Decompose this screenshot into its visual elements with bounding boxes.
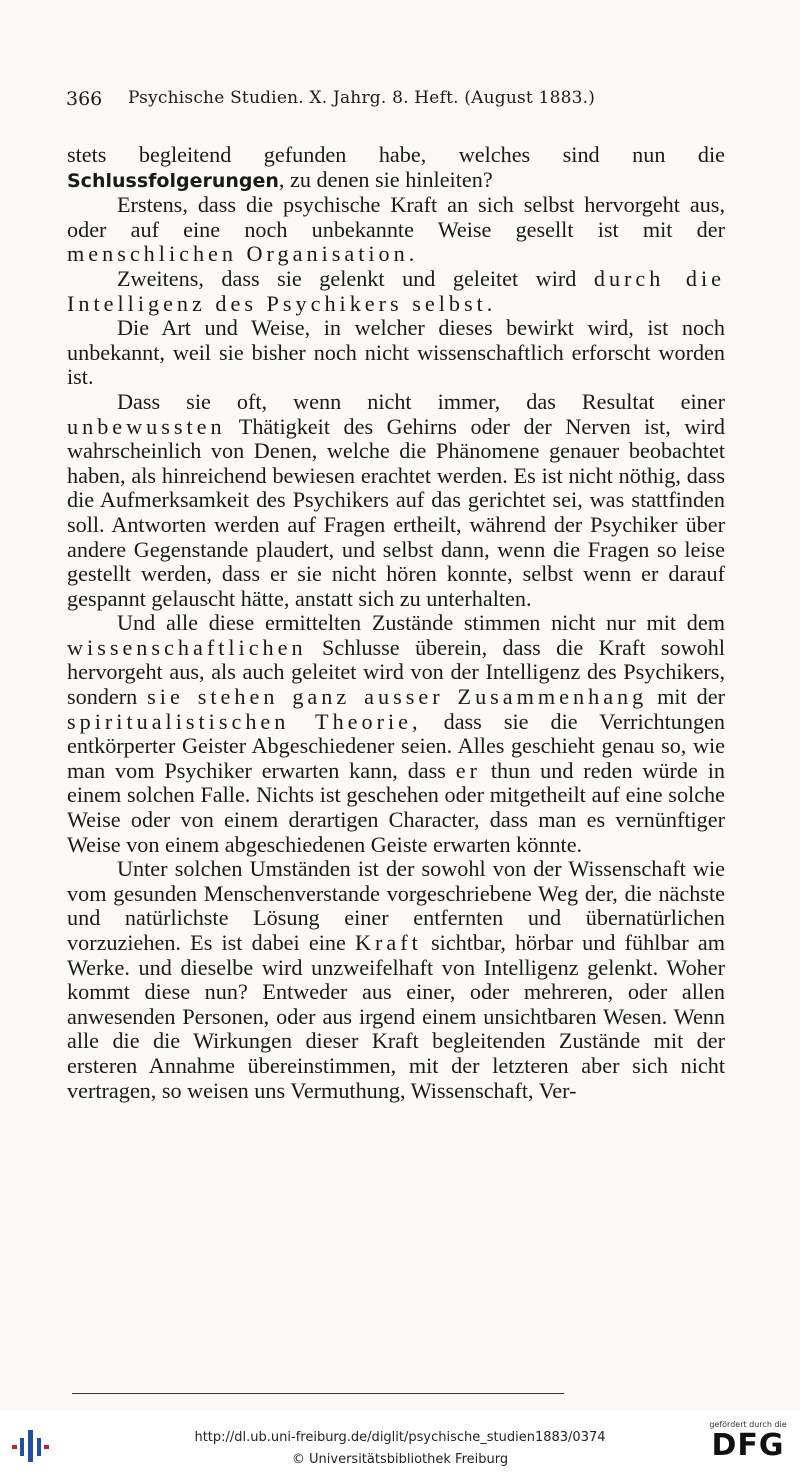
text-run: stets begleitend gefunden habe, welches sind nun die [67, 142, 725, 167]
spaced-emphasis: unbewussten [67, 413, 226, 439]
text-run: sichtbar, hörbar und fühlbar am Werke. und dieselbe wird unzweifelhaft von Intelligenz gelenkt. Woher kommt diese nun? Entweder aus einer, oder mehreren, oder allen anwesenden Personen, oder aus irgend einem unsichtbaren Wesen. Wenn alle die die Wirkungen dieser Kraft begleitenden Zustände mit der ersteren Annahme übereinstimmen, mit der letzteren aber sich nicht vertragen, so weisen uns Vermuthung, Wissenschaft, Ver- [67, 930, 725, 1103]
paragraph [67, 611, 725, 857]
spaced-emphasis: durch die Intelligenz des Psychikers selbst. [67, 265, 725, 316]
paragraph [67, 390, 725, 611]
paragraph [67, 193, 725, 267]
paragraph: Die Art und Weise, in welcher dieses bewirkt wird, ist noch unbekannt, weil sie bisher noch nicht wissenschaftlich erforscht worden ist. [67, 315, 725, 390]
spaced-emphasis: wissenschaftlichen [67, 634, 307, 660]
text-run: Unter solchen Umständen ist der sowohl von der Wissenschaft wie vom gesunden Menschenverstande vorgeschriebene Weg der, die nächste und natürlichste Lösung einer entfernten und übernatürlichen vorzuziehen. Es ist dabei eine [67, 856, 725, 955]
spaced-emphasis: menschlichen Organisation. [67, 241, 419, 267]
paragraph [67, 143, 725, 193]
bold-term: Schlussfolgerungen [67, 169, 279, 192]
text-run: Und alle diese ermittelten Zustände stimmen nicht nur mit dem [117, 610, 725, 636]
text-run: thun und reden würde in einem solchen Falle. Nichts ist geschehen oder mitgetheilt auf eine solche Weise oder von einem derartigen Character, dass man es vernünftiger Weise von einem abgeschiedenen Geiste erwarten könnte. [67, 757, 725, 857]
dfg-wordmark: DFG [711, 1428, 785, 1463]
text-run: Dass sie oft, wenn nicht immer, das Resultat einer [117, 388, 725, 414]
digitization-footer [0, 1410, 800, 1472]
paragraph [67, 267, 725, 316]
spaced-emphasis: er [455, 757, 482, 783]
text-run: Schlusse überein, dass die Kraft sowohl hervorgeht aus, als auch geleitet wird von der Intelligenz des Psychikers, sondern [67, 634, 725, 710]
source-url-link[interactable]: http://dl.ub.uni-freiburg.de/diglit/psychische_studien1883/0374 [194, 1430, 606, 1445]
text-run: Thätigkeit des Gehirns oder der Nerven ist, wird wahrscheinlich von Denen, welche die Phänomene genauer beobachtet haben, als hinreichend bewiesen erachtet werden. Es ist nicht nöthig, dass die Aufmerksamkeit des Psychikers auf das gerichtet sei, was stattfinden soll. Antworten werden auf Fragen ertheilt, während der Psychiker über andere Gegenstande plaudert, und selbst dann, wenn die Fragen so leise gestellt werden, dass er sie nicht hören konnte, selbst wenn er darauf gespannt gelauscht hätte, anstatt sich zu unterhalten. [67, 413, 725, 611]
text-run: dass sie die Verrichtungen entkörperter Geister Abgeschiedener seien. Alles geschieht genau so, wie man vom Psychiker erwarten kann, dass [67, 708, 725, 783]
body-text [67, 143, 725, 1103]
text-run: Erstens, dass die psychische Kraft an sich selbst hervorgeht aus, oder auf eine noch unbekannte Weise gesellt ist mit der [67, 192, 725, 242]
copyright-notice: © Universitätsbibliothek Freiburg [291, 1452, 509, 1467]
spaced-emphasis: Kraft [355, 930, 422, 955]
spaced-emphasis: spiritualistischen Theorie, [67, 708, 422, 734]
running-header [66, 88, 726, 110]
text-run: , zu denen sie hinleiten? [278, 166, 493, 192]
bottom-rule [72, 1393, 564, 1394]
paragraph [67, 857, 725, 1103]
text-run: mit der [647, 684, 725, 710]
running-title: Psychische Studien. X. Jahrg. 8. Heft. (August 1883.) [128, 88, 596, 108]
text-run: Zweitens, dass sie gelenkt und geleitet wird [117, 265, 594, 291]
page-number: 366 [66, 88, 103, 110]
funder-caption: gefördert durch die [709, 1420, 787, 1429]
dfg-logo-icon [706, 1420, 790, 1468]
spaced-emphasis: sie stehen ganz ausser Zusammenhang [147, 684, 648, 710]
